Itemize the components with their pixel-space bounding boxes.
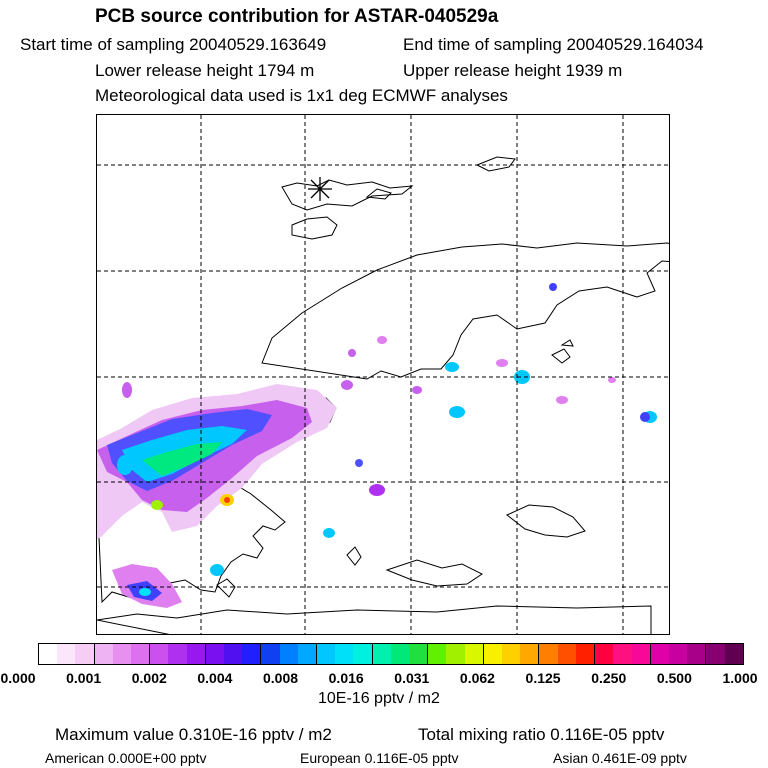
colorbar-tick-label: 0.031 (394, 670, 430, 686)
colorbar-segment (131, 644, 150, 664)
map-canvas (97, 115, 670, 635)
colorbar-segment (465, 644, 484, 664)
colorbar-segment (75, 644, 94, 664)
colorbar-segment (298, 644, 317, 664)
colorbar-segment (95, 644, 113, 664)
colorbar-unit: 10E-16 pptv / m2 (318, 690, 440, 707)
colorbar-segment (391, 644, 409, 664)
colorbar-tick-label: 0.008 (263, 670, 299, 686)
start-sampling-label: Start time of sampling 20040529.163649 (20, 35, 327, 54)
colorbar-segment (687, 644, 706, 664)
upper-release-label: Upper release height 1939 m (403, 61, 623, 80)
colorbar-segment (113, 644, 131, 664)
colorbar-tick-label: 0.125 (525, 670, 561, 686)
european-contribution: European 0.116E-05 pptv (300, 750, 459, 766)
colorbar-segment (242, 644, 261, 664)
colorbar-segment (502, 644, 520, 664)
colorbar-segment (632, 644, 651, 664)
colorbar-segment (558, 644, 576, 664)
colorbar-tick-label: 0.250 (591, 670, 627, 686)
colorbar-segment (335, 644, 353, 664)
met-data-label: Meteorological data used is 1x1 deg ECMWF analyses (95, 86, 508, 105)
colorbar-segment (651, 644, 669, 664)
map-panel (96, 114, 670, 635)
colorbar-tick-label: 0.001 (66, 670, 102, 686)
total-mixing-ratio-label: Total mixing ratio 0.116E-05 pptv (418, 725, 665, 744)
maximum-value-label: Maximum value 0.310E-16 pptv / m2 (55, 725, 332, 744)
colorbar-segment (261, 644, 279, 664)
colorbar-tick-label: 0.002 (131, 670, 167, 686)
colorbar (38, 643, 744, 665)
colorbar-segment (409, 644, 428, 664)
colorbar-segment (317, 644, 335, 664)
colorbar-tick-label: 1.000 (722, 670, 758, 686)
end-sampling-label: End time of sampling 20040529.164034 (403, 35, 704, 54)
coastlines (97, 157, 670, 635)
colorbar-segment (484, 644, 502, 664)
colorbar-tick-label: 0.000 (0, 670, 36, 686)
colorbar-segment (725, 644, 743, 664)
colorbar-segment (224, 644, 242, 664)
colorbar-tick-label: 0.016 (328, 670, 364, 686)
colorbar-segment (428, 644, 446, 664)
colorbar-segment (206, 644, 224, 664)
colorbar-segment (280, 644, 298, 664)
colorbar-segment (187, 644, 206, 664)
asian-contribution: Asian 0.461E-09 pptv (553, 750, 687, 766)
colorbar-segment (706, 644, 724, 664)
colorbar-segment (539, 644, 557, 664)
lower-release-label: Lower release height 1794 m (95, 61, 315, 80)
concentration-plume (97, 283, 657, 608)
colorbar-segment (613, 644, 631, 664)
graticule (97, 115, 670, 635)
colorbar-tick-label: 0.500 (656, 670, 692, 686)
colorbar-tick-label: 0.062 (459, 670, 495, 686)
map-title: PCB source contribution for ASTAR-040529a (95, 6, 499, 27)
colorbar-segment (576, 644, 595, 664)
colorbar-segment (353, 644, 372, 664)
asterisk-icon (308, 177, 332, 201)
colorbar-segment (669, 644, 687, 664)
colorbar-segment (520, 644, 539, 664)
colorbar-segment (39, 644, 57, 664)
colorbar-segment (168, 644, 186, 664)
colorbar-segment (57, 644, 75, 664)
colorbar-segment (446, 644, 464, 664)
colorbar-segment (595, 644, 613, 664)
colorbar-segment (373, 644, 391, 664)
colorbar-segment (150, 644, 168, 664)
american-contribution: American 0.000E+00 pptv (45, 750, 207, 766)
colorbar-tick-label: 0.004 (197, 670, 233, 686)
